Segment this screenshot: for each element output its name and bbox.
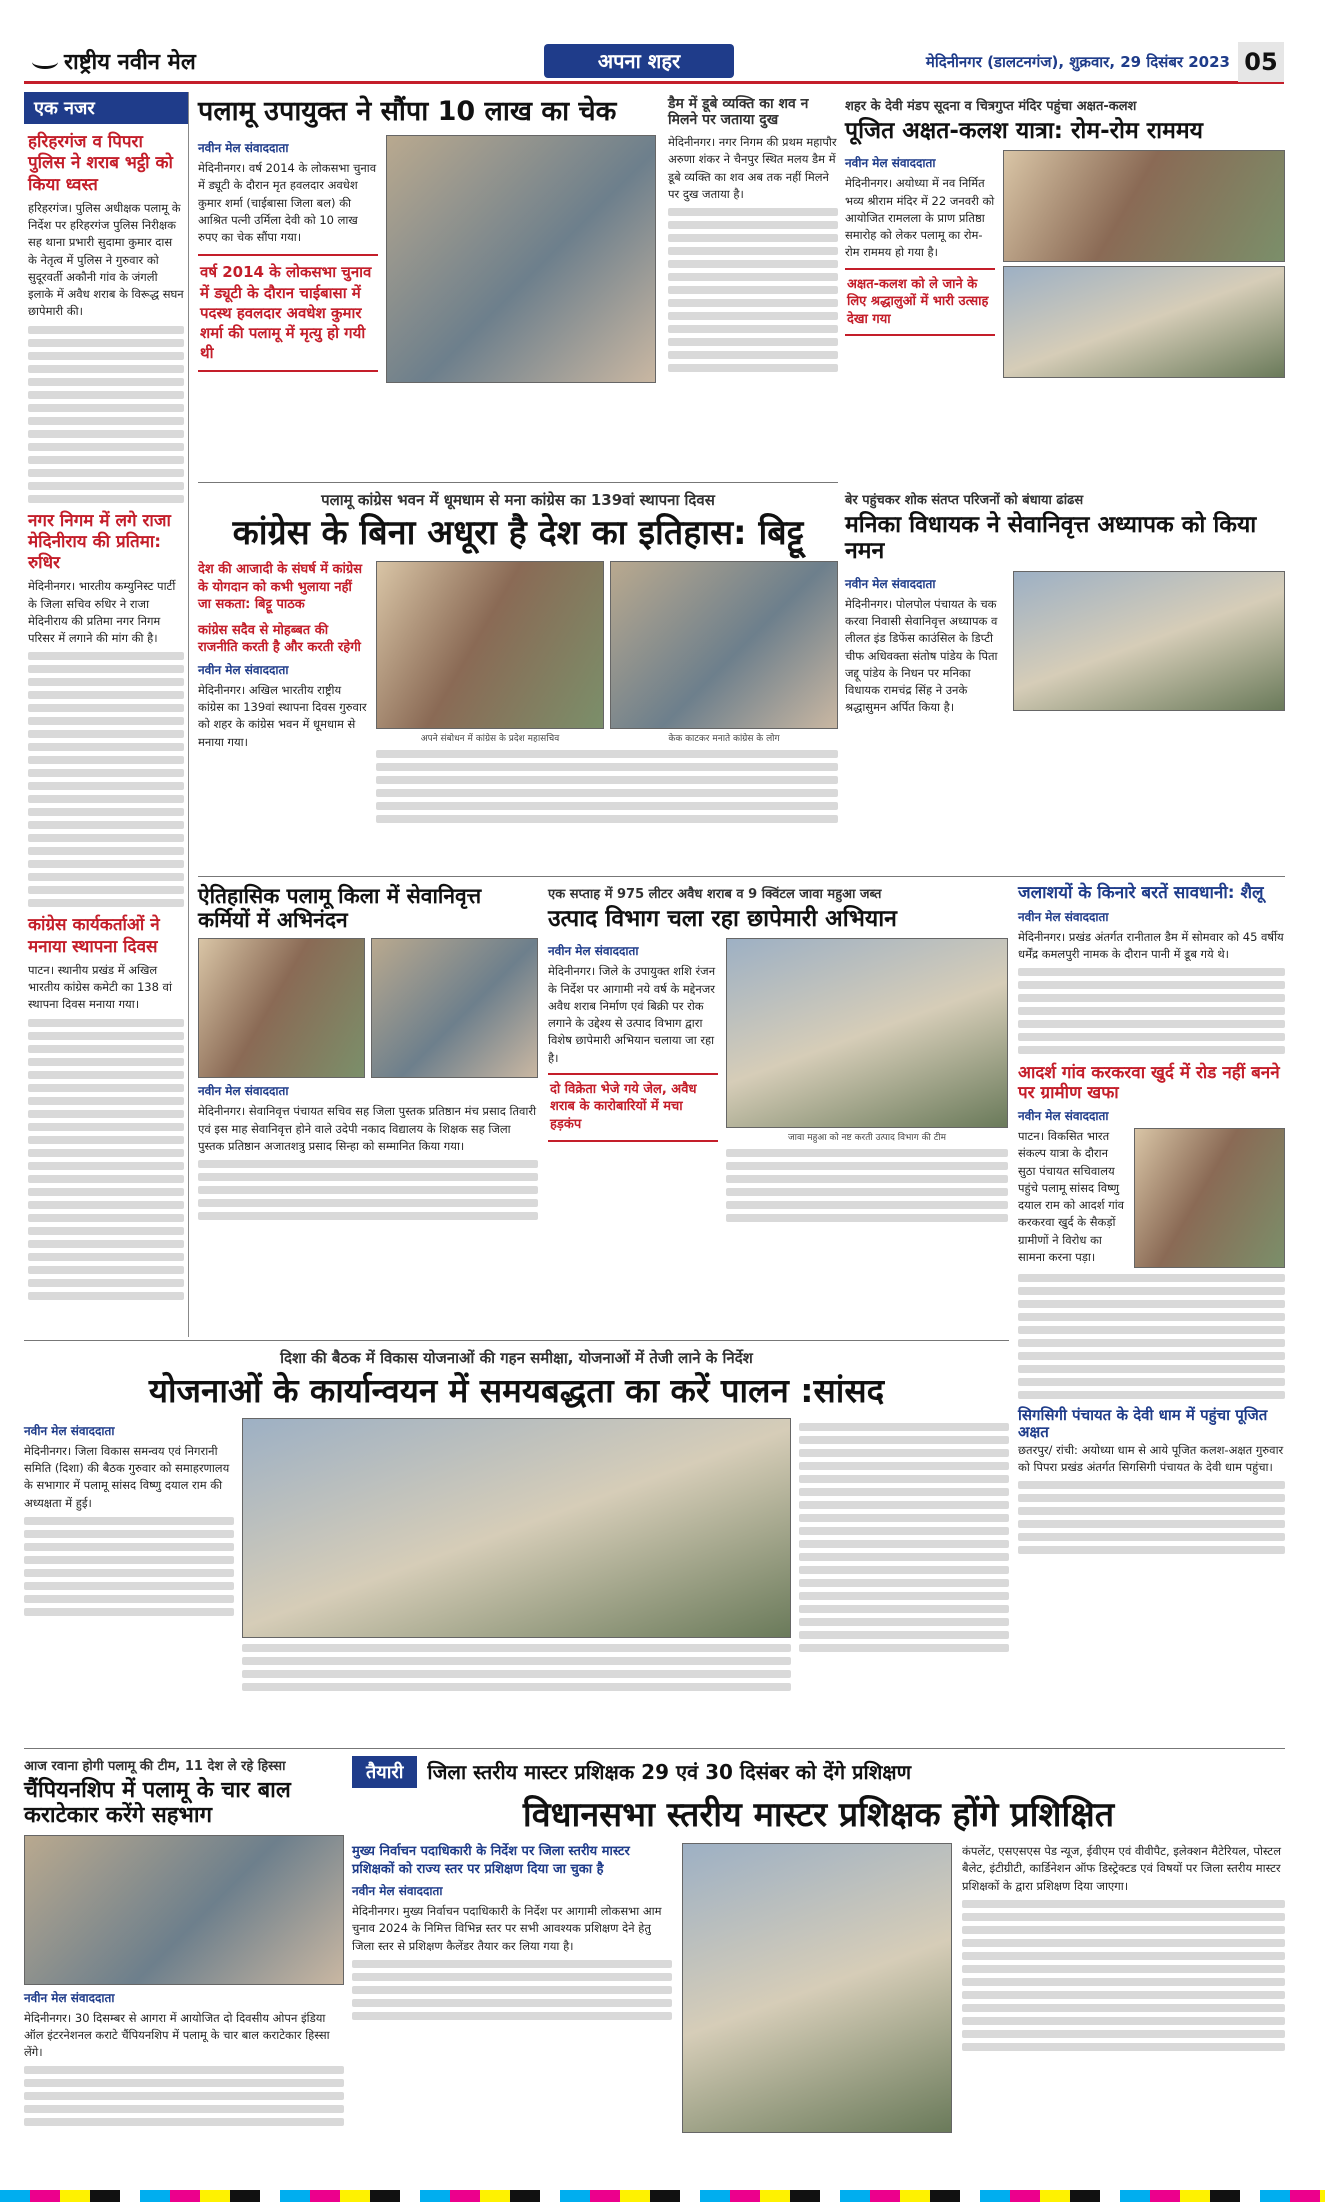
mp-filler [242,1644,791,1691]
dam-filler [668,208,838,372]
teacher-kicker: बेर पहुंचकर शोक संतप्त परिजनों को बंधाया ढांढस [845,493,1084,508]
training-filler [962,1900,1285,2051]
temple-lead: मेदिनीनगर। अयोध्या में नव निर्मित भव्य श्रीराम मंदिर में 22 जनवरी को आयोजित रामलला के प्राण प्रतिष्ठा समारोह को लेकर पलामू का रोम-रोम राममय हो गया है। [845,176,995,260]
awareness-lead: मेदिनीनगर। प्रखंड अंतर्गत रानीताल डैम में सोमवार को 45 वर्षीय धर्मेंद्र कमलपुरी नामक के दौरान पानी में डूब गये थे। [1018,929,1284,961]
excise-photo [726,938,1008,1128]
bird-logo-icon [32,55,58,69]
mp-headline: योजनाओं के कार्यान्वयन में समयबद्धता का करें पालन :सांसद [148,1371,885,1410]
byline: नवीन मेल संवाददाता [845,156,936,171]
karate-filler [24,2066,344,2126]
dateline: मेदिनीनगर (डालटनगंज), शुक्रवार, 29 दिसंबर 2023 [925,53,1230,71]
awareness-filler [1018,968,1285,1054]
training-filler [352,1960,672,2020]
rail-head: एक नजर [24,92,188,124]
awareness-story [1018,884,1285,1744]
training-right-col: कंपलेंट, एसएसएस पेड न्यूज, ईवीएम एवं वीवीपैट, इलेक्शन मैटेरियल, पोस्टल बैलेट, इंटीग्रीटी, कार्डिनेशन ऑफ डिस्ट्रेक्टड एवं विषयों पर जिला स्तरीय मास्टर प्रशिक्षकों के द्वारा प्रशिक्षण दिया जाएगा। [962,1844,1281,1893]
masthead [24,42,1284,84]
color-registration-strip [0,2190,1325,2202]
mp-meeting-story [24,1348,1009,1733]
teacher-headline: मनिका विधायक ने सेवानिवृत्त अध्यापक को किया नमन [845,512,1257,565]
training-story [352,1756,1285,2176]
byline: नवीन मेल संवाददाता [24,1423,115,1438]
byline: नवीन मेल संवाददाता [352,1884,443,1899]
training-lead: मेदिनीनगर। मुख्य निर्वाचन पदाधिकारी के निर्देश पर आगामी लोकसभा आम चुनाव 2024 के निमित्त विभिन्न स्तर पर सभी आवश्यक प्रशिक्षण देने हेतु जिला स्तर से प्रशिक्षण कैलेंडर तैयार कर लिया गया है। [352,1904,662,1953]
rail-story-title: हरिहरगंज व पिपरा पुलिस ने शराब भट्ठी को किया ध्वस्त [28,132,173,195]
congress-kicker: पलामू कांग्रेस भवन में धूमधाम से मना कांग्रेस का 139वां स्थापना दिवस [321,491,715,509]
fort-filler [198,1160,538,1220]
training-headline: विधानसभा स्तरीय मास्टर प्रशिक्षक होंगे प्रशिक्षित [522,1795,1115,1835]
training-photo [682,1843,952,2133]
mp-filler [24,1517,234,1616]
excise-headline: उत्पाद विभाग चला रहा छापेमारी अभियान [548,906,897,932]
dam-story [668,96,838,476]
dc-cheque-pullquote: वर्ष 2014 के लोकसभा चुनाव में ड्यूटी के दौरान चाईबासा में पदस्थ हवलदार अवधेश कुमार शर्मा की पलामू में मृत्यु हो गयी थी [198,254,378,371]
road-filler [1018,1274,1285,1399]
temple-photo-2 [1003,266,1285,378]
awareness-headline: जलाशयों के किनारे बरतें सावधानी: शैलू [1018,883,1264,903]
congress-photo-2 [610,561,838,729]
photo-caption: जावा महुआ को नष्ट करती उत्पाद विभाग की टीम [787,1133,946,1144]
road-photo [1134,1128,1285,1268]
karate-story [24,1756,344,2176]
fort-headline: ऐतिहासिक पलामू किला में सेवानिवृत्त कर्मियों में अभिनंदन [198,884,482,933]
congress-side-quote: देश की आजादी के संघर्ष में कांग्रेस के योगदान को कभी भुलाया नहीं जा सकता: बिट्टू पाठक [198,562,363,613]
left-rail [24,92,189,1337]
teacher-story [845,490,1285,870]
teacher-photo [1013,571,1285,711]
photo-caption: अपने संबोधन में कांग्रेस के प्रदेश महासचिव [420,734,560,745]
rail-filler [24,1019,188,1300]
teacher-lead: मेदिनीनगर। पोलपोल पंचायत के चक करवा निवासी सेवानिवृत्त अध्यापक व लीलत इंड डिफेंस काउंसिल के डिप्टी चीफ अधिवक्ता संतोष पांडेय के पिता जद्दू पांडेय के निधन पर मनिका विधायक रामचंद्र सिंह ने उनके श्रद्धासुमन अर्पित किया है। [845,596,998,715]
rail-story-title: नगर निगम में लगे राजा मेदिनीराय की प्रतिमा: रुधिर [28,510,171,573]
singhsari-filler [1018,1481,1285,1554]
road-lead: पाटन। विकसित भारत संकल्प यात्रा के दौरान सुठा पंचायत सचिवालय पहुंचे पलामू सांसद विष्णु दयाल राम को आदर्श गांव करकरवा खुर्द के सैकड़ों ग्रामीणों ने विरोध का सामना करना पड़ा। [1018,1129,1125,1264]
karate-kicker: आज रवाना होगी पलामू की टीम, 11 देश ले रहे हिस्सा [24,1759,286,1774]
rail-story-text: मेदिनीनगर। भारतीय कम्युनिस्ट पार्टी के जिला सचिव रुधिर ने राजा मेदिनीराय की प्रतिमा नगर निगम परिसर में लगाने की मांग की है। [28,579,176,645]
excise-lead: मेदिनीनगर। जिले के उपायुक्त शशि रंजन के निर्देश पर आगामी नये वर्ष के मद्देनजर अवैध शराब निर्माण एवं बिक्री पर रोक लगाने के उद्देश्य से उत्पाद विभाग द्वारा विशेष छापेमारी अभियान चलाया जा रहा है। [548,964,716,1065]
byline: नवीन मेल संवाददाता [1018,1109,1109,1124]
byline: नवीन मेल संवाददाता [198,141,289,156]
paper-name [32,46,196,76]
training-sub-quote: मुख्य निर्वाचन पदाधिकारी के निर्देश पर जिला स्तरीय मास्टर प्रशिक्षकों को राज्य स्तर पर प्रशिक्षण दिया जा चुका है [352,1844,630,1877]
excise-filler [726,1149,1008,1222]
temple-story [845,96,1285,476]
temple-headline: पूजित अक्षत-कलश यात्रा: रोम-रोम राममय [845,118,1203,144]
singhsari-lead: छतरपुर/ रांची: अयोध्या धाम से आये पूजित कलश-अक्षत गुरुवार को पिपरा प्रखंड अंतर्गत सिगसिगी पंचायत के देवी धाम पहुंचा। [1018,1442,1284,1474]
temple-pullquote: अक्षत-कलश को ले जाने के लिए श्रद्धालुओं में भारी उत्साह देखा गया [845,268,995,337]
rail-story-text: पाटन। स्थानीय प्रखंड में अखिल भारतीय कांग्रेस कमेटी का 138 वां स्थापना दिवस मनाया गया। [28,962,172,1012]
training-kicker: जिला स्तरीय मास्टर प्रशिक्षक 29 एवं 30 दिसंबर को देंगे प्रशिक्षण [427,1759,912,1784]
fort-photo-2 [371,938,538,1078]
byline: नवीन मेल संवाददाता [198,662,289,677]
excise-story [548,884,1008,1324]
karate-headline: चैंपियनशिप में पलामू के चार बाल कराटेकार करेंगे सहभाग [24,1778,291,1829]
dam-headline: डैम में डूबे व्यक्ति का शव न मिलने पर जताया दुख [668,96,809,129]
rail-filler [24,326,188,503]
congress-headline: कांग्रेस के बिना अधूरा है देश का इतिहास: बिट्टू [232,513,804,553]
excise-kicker: एक सप्ताह में 975 लीटर अवैध शराब व 9 क्विंटल जावा महुआ जब्त [548,887,882,902]
mp-kicker: दिशा की बैठक में विकास योजनाओं की गहन समीक्षा, योजनाओं में तेजी लाने के निर्देश [280,1349,753,1367]
dc-cheque-photo [386,135,656,383]
byline: नवीन मेल संवाददाता [845,576,936,591]
mp-filler [799,1418,1009,1696]
section-label: अपना शहर [544,44,734,78]
byline: नवीन मेल संवाददाता [198,1084,289,1099]
excise-pullquote: दो विक्रेता भेजे गये जेल, अवैध शराब के कारोबारियों में मचा हड़कंप [548,1073,718,1142]
congress-side-quote: कांग्रेस सदैव से मोहब्बत की राजनीति करती है और करती रहेगी [198,622,361,656]
training-tag: तैयारी [352,1756,417,1788]
rail-filler [24,652,188,907]
congress-lead: मेदिनीनगर। अखिल भारतीय राष्ट्रीय कांग्रेस का 139वां स्थापना दिवस गुरुवार को शहर के कांग्रेस भवन में धूमधाम से मनाया गया। [198,682,367,749]
temple-photo-1 [1003,150,1285,262]
page-number: 05 [1238,42,1284,82]
paper-name-text: राष्ट्रीय नवीन मेल [64,50,196,75]
byline: नवीन मेल संवाददाता [24,1990,115,2005]
byline: नवीन मेल संवाददाता [548,944,639,959]
mp-meeting-photo [242,1418,791,1638]
karate-lead: मेदिनीनगर। 30 दिसम्बर से आगरा में आयोजित दो दिवसीय ओपन इंडिया ऑल इंटरनेशनल कराटे चैंपियनशिप में पलामू के चार बाल कराटेकार हिस्सा लेंगे। [24,2010,330,2060]
fort-lead: मेदिनीनगर। सेवानिवृत्त पंचायत सचिव सह जिला पुस्तक प्रतिष्ठान मंच प्रसाद तिवारी एवं इस माह सेवानिवृत्त होने वाले उदेपी नकाद विद्यालय के शिक्षक सह जिला पुस्तक प्रतिष्ठान अजातशत्रु प्रसाद सिन्हा को सम्मानित किया गया। [198,1104,537,1153]
byline: नवीन मेल संवाददाता [1018,909,1109,924]
rail-story-text: हरिहरगंज। पुलिस अधीक्षक पलामू के निर्देश पर हरिहरगंज पुलिस निरीक्षक सह थाना प्रभारी सुदामा कुमार दास के नेतृत्व में पुलिस ने गुरुवार को सुदूरवर्ती अकौनी गांव के जंगली इलाके में अवैध शराब के विरूद्ध सघन छापेमारी की। [28,200,184,319]
fort-photo-1 [198,938,365,1078]
mp-lead: मेदिनीनगर। जिला विकास समन्वय एवं निगरानी समिति (दिशा) की बैठक गुरुवार को समाहरणालय के सभागार में पलामू सांसद विष्णु दयाल राम की अध्यक्षता में हुई। [24,1443,230,1510]
karate-photo [24,1835,344,1985]
dc-cheque-story [198,96,658,476]
fort-story [198,884,538,1324]
photo-caption: केक काटकर मनाते कांग्रेस के लोग [668,734,780,745]
dc-cheque-lead: मेदिनीनगर। वर्ष 2014 के लोकसभा चुनाव में ड्यूटी के दौरान मृत हवलदार अवधेश कुमार शर्मा (चाईबासा जिला बल) की आश्रित पत्नी उर्मिला देवी को 10 लाख रुपए का चेक सौंपा गया। [198,161,377,245]
dam-lead: मेदिनीनगर। नगर निगम की प्रथम महापौर अरुणा शंकर ने चैनपुर स्थित मलय डैम में डूबे व्यक्ति का शव अब तक नहीं मिलने पर दुख जताया है। [668,135,837,201]
singhsari-headline: सिगसिगी पंचायत के देवी धाम में पहुंचा पूजित अक्षत [1018,1406,1268,1442]
road-headline: आदर्श गांव करकरवा खुर्द में रोड नहीं बनने पर ग्रामीण खफा [1018,1063,1280,1103]
temple-kicker: शहर के देवी मंडप सूदना व चित्रगुप्त मंदिर पहुंचा अक्षत-कलश [845,99,1137,114]
rail-story-title: कांग्रेस कार्यकर्ताओं ने मनाया स्थापना दिवस [28,915,160,957]
dc-cheque-headline: पलामू उपायुक्त ने सौंपा 10 लाख का चेक [198,96,617,127]
congress-story [198,490,838,870]
congress-filler [376,750,838,823]
congress-photo-1 [376,561,604,729]
